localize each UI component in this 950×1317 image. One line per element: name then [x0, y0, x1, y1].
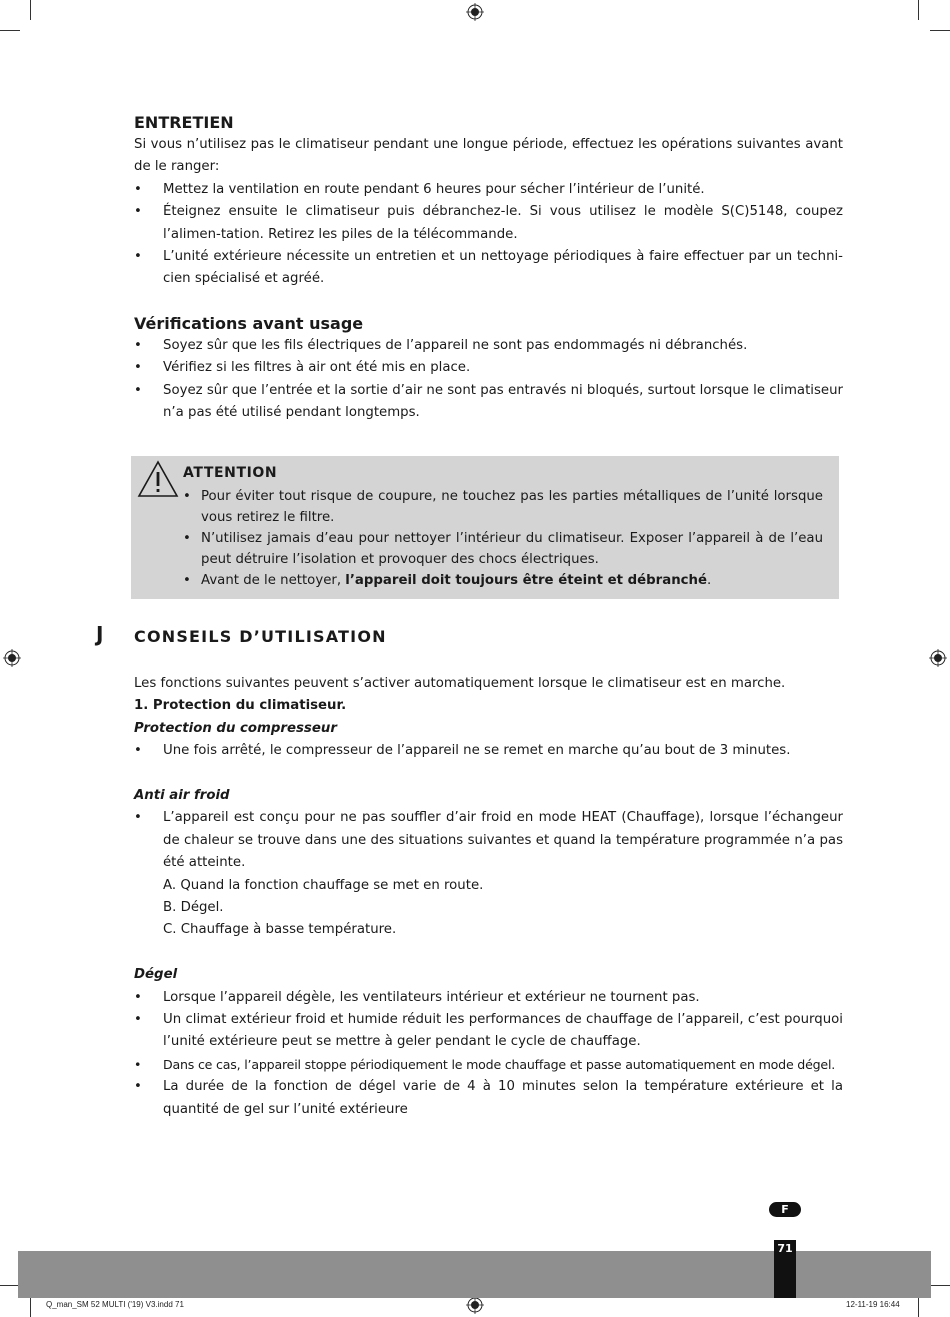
crop-mark — [0, 1285, 20, 1286]
compresseur-heading: Protection du compresseur — [134, 720, 337, 736]
attention-list — [183, 486, 823, 591]
registration-mark-icon — [466, 3, 484, 21]
crop-mark — [930, 1285, 950, 1286]
crop-mark — [930, 30, 950, 31]
list-item: • Un climat extérieur froid et humide réduit les performances de chauffage de l’appareil, c’est pourquoi l’unité extérieure peut se mettre à geler pendant le cycle de chauffage. — [134, 1009, 843, 1054]
attention-title: ATTENTION — [183, 465, 278, 481]
crop-mark — [30, 0, 31, 20]
bullet-icon: • — [134, 249, 142, 265]
entretien-intro: Si vous n’utilisez pas le climatiseur pendant une longue période, effectuez les opérations suivantes avant de le ranger: — [134, 137, 843, 175]
list-item: • La durée de la fonction de dégel varie de 4 à 10 minutes selon la température extérieure et la quantité de gel sur l’unité extérieure — [134, 1076, 843, 1121]
bullet-icon: • — [134, 989, 142, 1005]
list-item: • Éteignez ensuite le climatiseur puis débranchez-le. Si vous utilisez le modèle S(C)5148, coupez l’alimen-tation. Retirez les piles de la télécommande. — [134, 201, 843, 246]
bullet-icon: • — [183, 531, 191, 546]
list-item: • Mettez la ventilation en route pendant 6 heures pour sécher l’intérieur de l’unité. — [134, 179, 843, 201]
verifications-section — [134, 313, 843, 425]
bullet-icon: • — [134, 1079, 142, 1095]
bullet-icon: • — [183, 489, 191, 504]
warning-icon — [137, 460, 179, 498]
page-number: 71 — [774, 1240, 796, 1298]
sub-item: B. Dégel. — [163, 900, 224, 916]
bullet-icon: • — [134, 360, 142, 376]
list-item: • Soyez sûr que l’entrée et la sortie d’air ne sont pas entravés ni bloqués, surtout lorsque le climatiseur n’a pas été utilisé pendant longtemps. — [134, 380, 843, 425]
entretien-heading: ENTRETIEN — [134, 113, 234, 132]
list-item: • Soyez sûr que les fils électriques de l’appareil ne sont pas endommagés ni débranchés. — [134, 335, 843, 357]
sub-item: A. Quand la fonction chauffage se met en route. — [163, 877, 484, 893]
bullet-icon: • — [134, 1012, 142, 1028]
crop-mark — [0, 30, 20, 31]
bullet-icon: • — [134, 1056, 142, 1072]
list-item: • N’utilisez jamais d’eau pour nettoyer l’intérieur du climatiseur. Exposer l’appareil à de l’eau peut détruire l’isolation et provoquer des chocs électriques. — [183, 528, 823, 570]
bullet-icon: • — [134, 204, 142, 220]
crop-mark — [918, 1297, 919, 1317]
registration-mark-icon — [929, 649, 947, 667]
conseils-heading: CONSEILS D’UTILISATION — [134, 627, 387, 646]
crop-mark — [30, 1297, 31, 1317]
spacer — [134, 942, 843, 964]
attention-box — [131, 456, 839, 599]
registration-mark-icon — [3, 649, 21, 667]
bullet-icon: • — [134, 743, 142, 759]
registration-mark-icon — [466, 1296, 484, 1314]
entretien-section — [134, 112, 843, 291]
list-item: • Dans ce cas, l’appareil stoppe périodiquement le mode chauffage et passe automatiquement en mode dégel. — [134, 1054, 843, 1076]
spacer — [134, 763, 843, 785]
sub-item: C. Chauffage à basse température. — [163, 922, 397, 938]
bullet-icon: • — [134, 181, 142, 197]
list-item: • L’unité extérieure nécessite un entretien et un nettoyage périodiques à faire effectuer par un techni-cien spécialisé et agréé. — [134, 246, 843, 291]
bullet-icon: • — [134, 810, 142, 826]
conseils-intro: Les fonctions suivantes peuvent s’activer automatiquement lorsque le climatiseur est en marche. — [134, 676, 786, 691]
slug-filename: Q_man_SM 52 MULTI ('19) V3.indd 71 — [46, 1300, 184, 1309]
section-letter: J — [96, 622, 104, 646]
conseils-section — [134, 673, 843, 1121]
language-badge: F — [769, 1202, 801, 1217]
list-item: • Lorsque l’appareil dégèle, les ventilateurs intérieur et extérieur ne tournent pas. — [134, 987, 843, 1009]
degel-heading: Dégel — [134, 967, 178, 983]
list-item: • Pour éviter tout risque de coupure, ne touchez pas les parties métalliques de l’unité lorsque vous retirez le filtre. — [183, 486, 823, 528]
list-item: • L’appareil est conçu pour ne pas souffler d’air froid en mode HEAT (Chauffage), lorsque l’échangeur de chaleur se trouve dans une des situations suivantes et quand la température programmée n’a pas été atteinte. — [134, 807, 843, 874]
antiair-heading: Anti air froid — [134, 788, 230, 804]
list-item: • Avant de le nettoyer, l’appareil doit toujours être éteint et débranché. — [183, 570, 823, 591]
conseils-item-1: 1. Protection du climatiseur. — [134, 698, 347, 714]
bullet-icon: • — [134, 382, 142, 398]
bullet-icon: • — [134, 338, 142, 353]
slug-timestamp: 12-11-19 16:44 — [846, 1300, 900, 1309]
list-item: • Vérifiez si les filtres à air ont été mis en place. — [134, 357, 843, 379]
crop-mark — [918, 0, 919, 20]
verifications-heading: Vérifications avant usage — [134, 314, 364, 333]
bullet-icon: • — [183, 573, 191, 588]
list-item: • Une fois arrêté, le compresseur de l’appareil ne se remet en marche qu’au bout de 3 minutes. — [134, 740, 843, 762]
